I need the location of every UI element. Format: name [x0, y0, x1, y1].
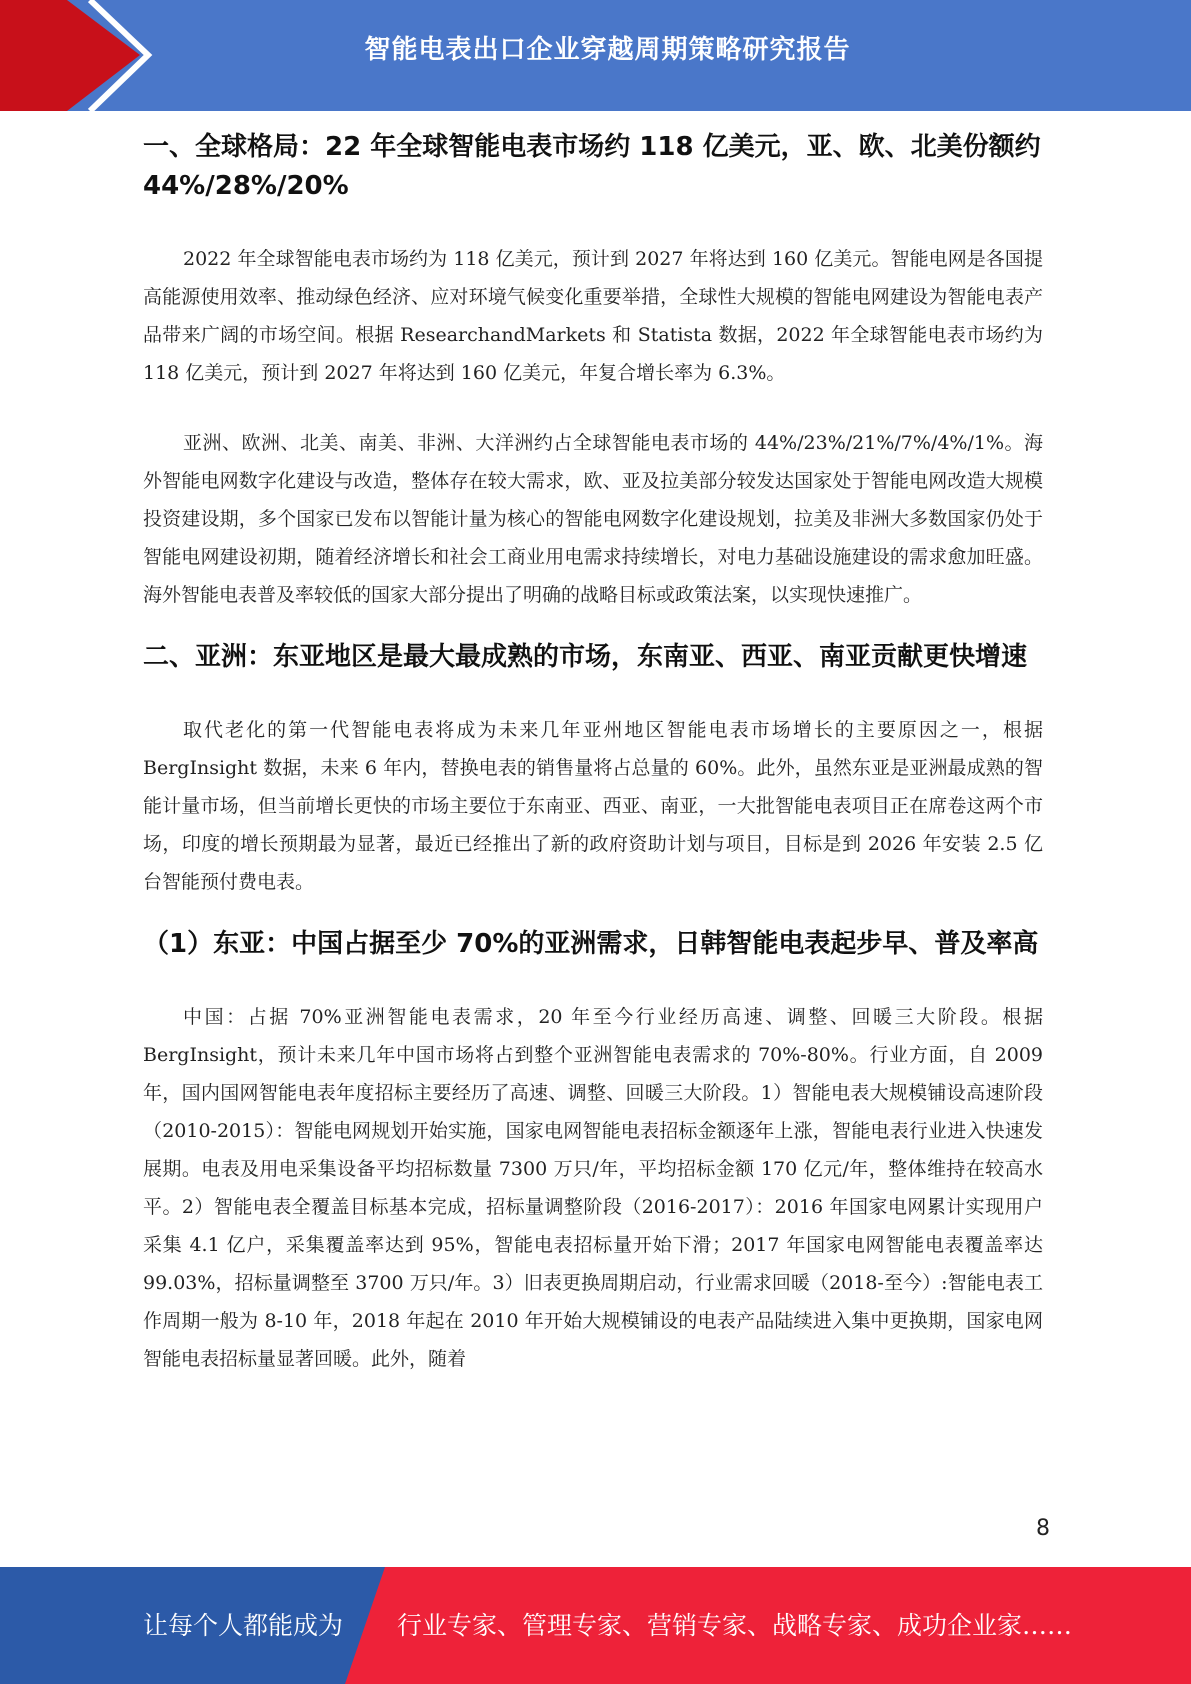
subsection-heading-east-asia: （1）东亚：中国占据至少 70%的亚洲需求，日韩智能电表起步早、普及率高 [143, 929, 1039, 959]
section-heading-asia: 二、亚洲：东亚地区是最大最成熟的市场，东南亚、西亚、南亚贡献更快增速 [143, 642, 1028, 672]
report-title: 智能电表出口企业穿越周期策略研究报告 [364, 35, 851, 65]
page-content [143, 128, 1043, 1378]
paragraph-china-market: 中国：占据 70%亚洲智能电表需求，20 年至今行业经历高速、调整、回暖三大阶段。根据 BergInsight，预计未来几年中国市场将占到整个亚洲智能电表需求的 70%-80%。行业方面，自 2009 年，国内国网智能电表年度招标主要经历了高速、调整、回暖三大阶段。1）智能电表大规模铺设高速阶段（2010-2015）：智能电网规划开始实施，国家电网智能电表招标金额逐年上涨，智能电表行业进入快速发展期。电表及用电采集设备平均招标数量 7300 万只/年，平均招标金额 170 亿元/年，整体维持在较高水平。2）智能电表全覆盖目标基本完成，招标量调整阶段（2016-2017）：2016 年国家电网累计实现用户采集 4.1 亿户，采集覆盖率达到 95%，智能电表招标量开始下滑；2017 年国家电网智能电表覆盖率达 99.03%，招标量调整至 3700 万只/年。3）旧表更换周期启动，行业需求回暖（2018-至今）:智能电表工作周期一般为 8-10 年，2018 年起在 2010 年开始大规模铺设的电表产品陆续进入集中更换期，国家电网智能电表招标量显著回暖。此外，随着 [143, 1006, 1043, 1370]
page-footer [0, 1567, 1191, 1684]
footer-slogan-right: 行业专家、管理专家、营销专家、战略专家、成功企业家…… [397, 1611, 1073, 1640]
footer-slogan-left: 让每个人都能成为 [143, 1611, 344, 1640]
page-header [0, 0, 1191, 111]
paragraph-regional-share: 亚洲、欧洲、北美、南美、非洲、大洋洲约占全球智能电表市场的 44%/23%/21%/7%/4%/1%。海外智能电网数字化建设与改造，整体存在较大需求，欧、亚及拉美部分较发达国家处于智能电网改造大规模投资建设期，多个国家已发布以智能计量为核心的智能电网数字化建设规划，拉美及非洲大多数国家仍处于智能电网建设初期，随着经济增长和社会工商业用电需求持续增长，对电力基础设施建设的需求愈加旺盛。海外智能电表普及率较低的国家大部分提出了明确的战略目标或政策法案，以实现快速推广。 [143, 432, 1043, 606]
page-number: 8 [1036, 1516, 1050, 1541]
paragraph-global-market: 2022 年全球智能电表市场约为 118 亿美元，预计到 2027 年将达到 160 亿美元。智能电网是各国提高能源使用效率、推动绿色经济、应对环境气候变化重要举措，全球性大规模的智能电网建设为智能电表产品带来广阔的市场空间。根据 ResearchandMarkets 和 Statista 数据，2022 年全球智能电表市场约为 118 亿美元，预计到 2027 年将达到 160 亿美元，年复合增长率为 6.3%。 [143, 248, 1043, 384]
paragraph-asia-replacement: 取代老化的第一代智能电表将成为未来几年亚州地区智能电表市场增长的主要原因之一，根据 BergInsight 数据，未来 6 年内，替换电表的销售量将占总量的 60%。此外，虽然东亚是亚洲最成熟的智能计量市场，但当前增长更快的市场主要位于东南亚、西亚、南亚，一大批智能电表项目正在席卷这两个市场，印度的增长预期最为显著，最近已经推出了新的政府资助计划与项目，目标是到 2026 年安装 2.5 亿台智能预付费电表。 [143, 719, 1043, 893]
section-heading-global: 一、全球格局：22 年全球智能电表市场约 118 亿美元，亚、欧、北美份额约 44%/28%/20% [143, 132, 1041, 201]
